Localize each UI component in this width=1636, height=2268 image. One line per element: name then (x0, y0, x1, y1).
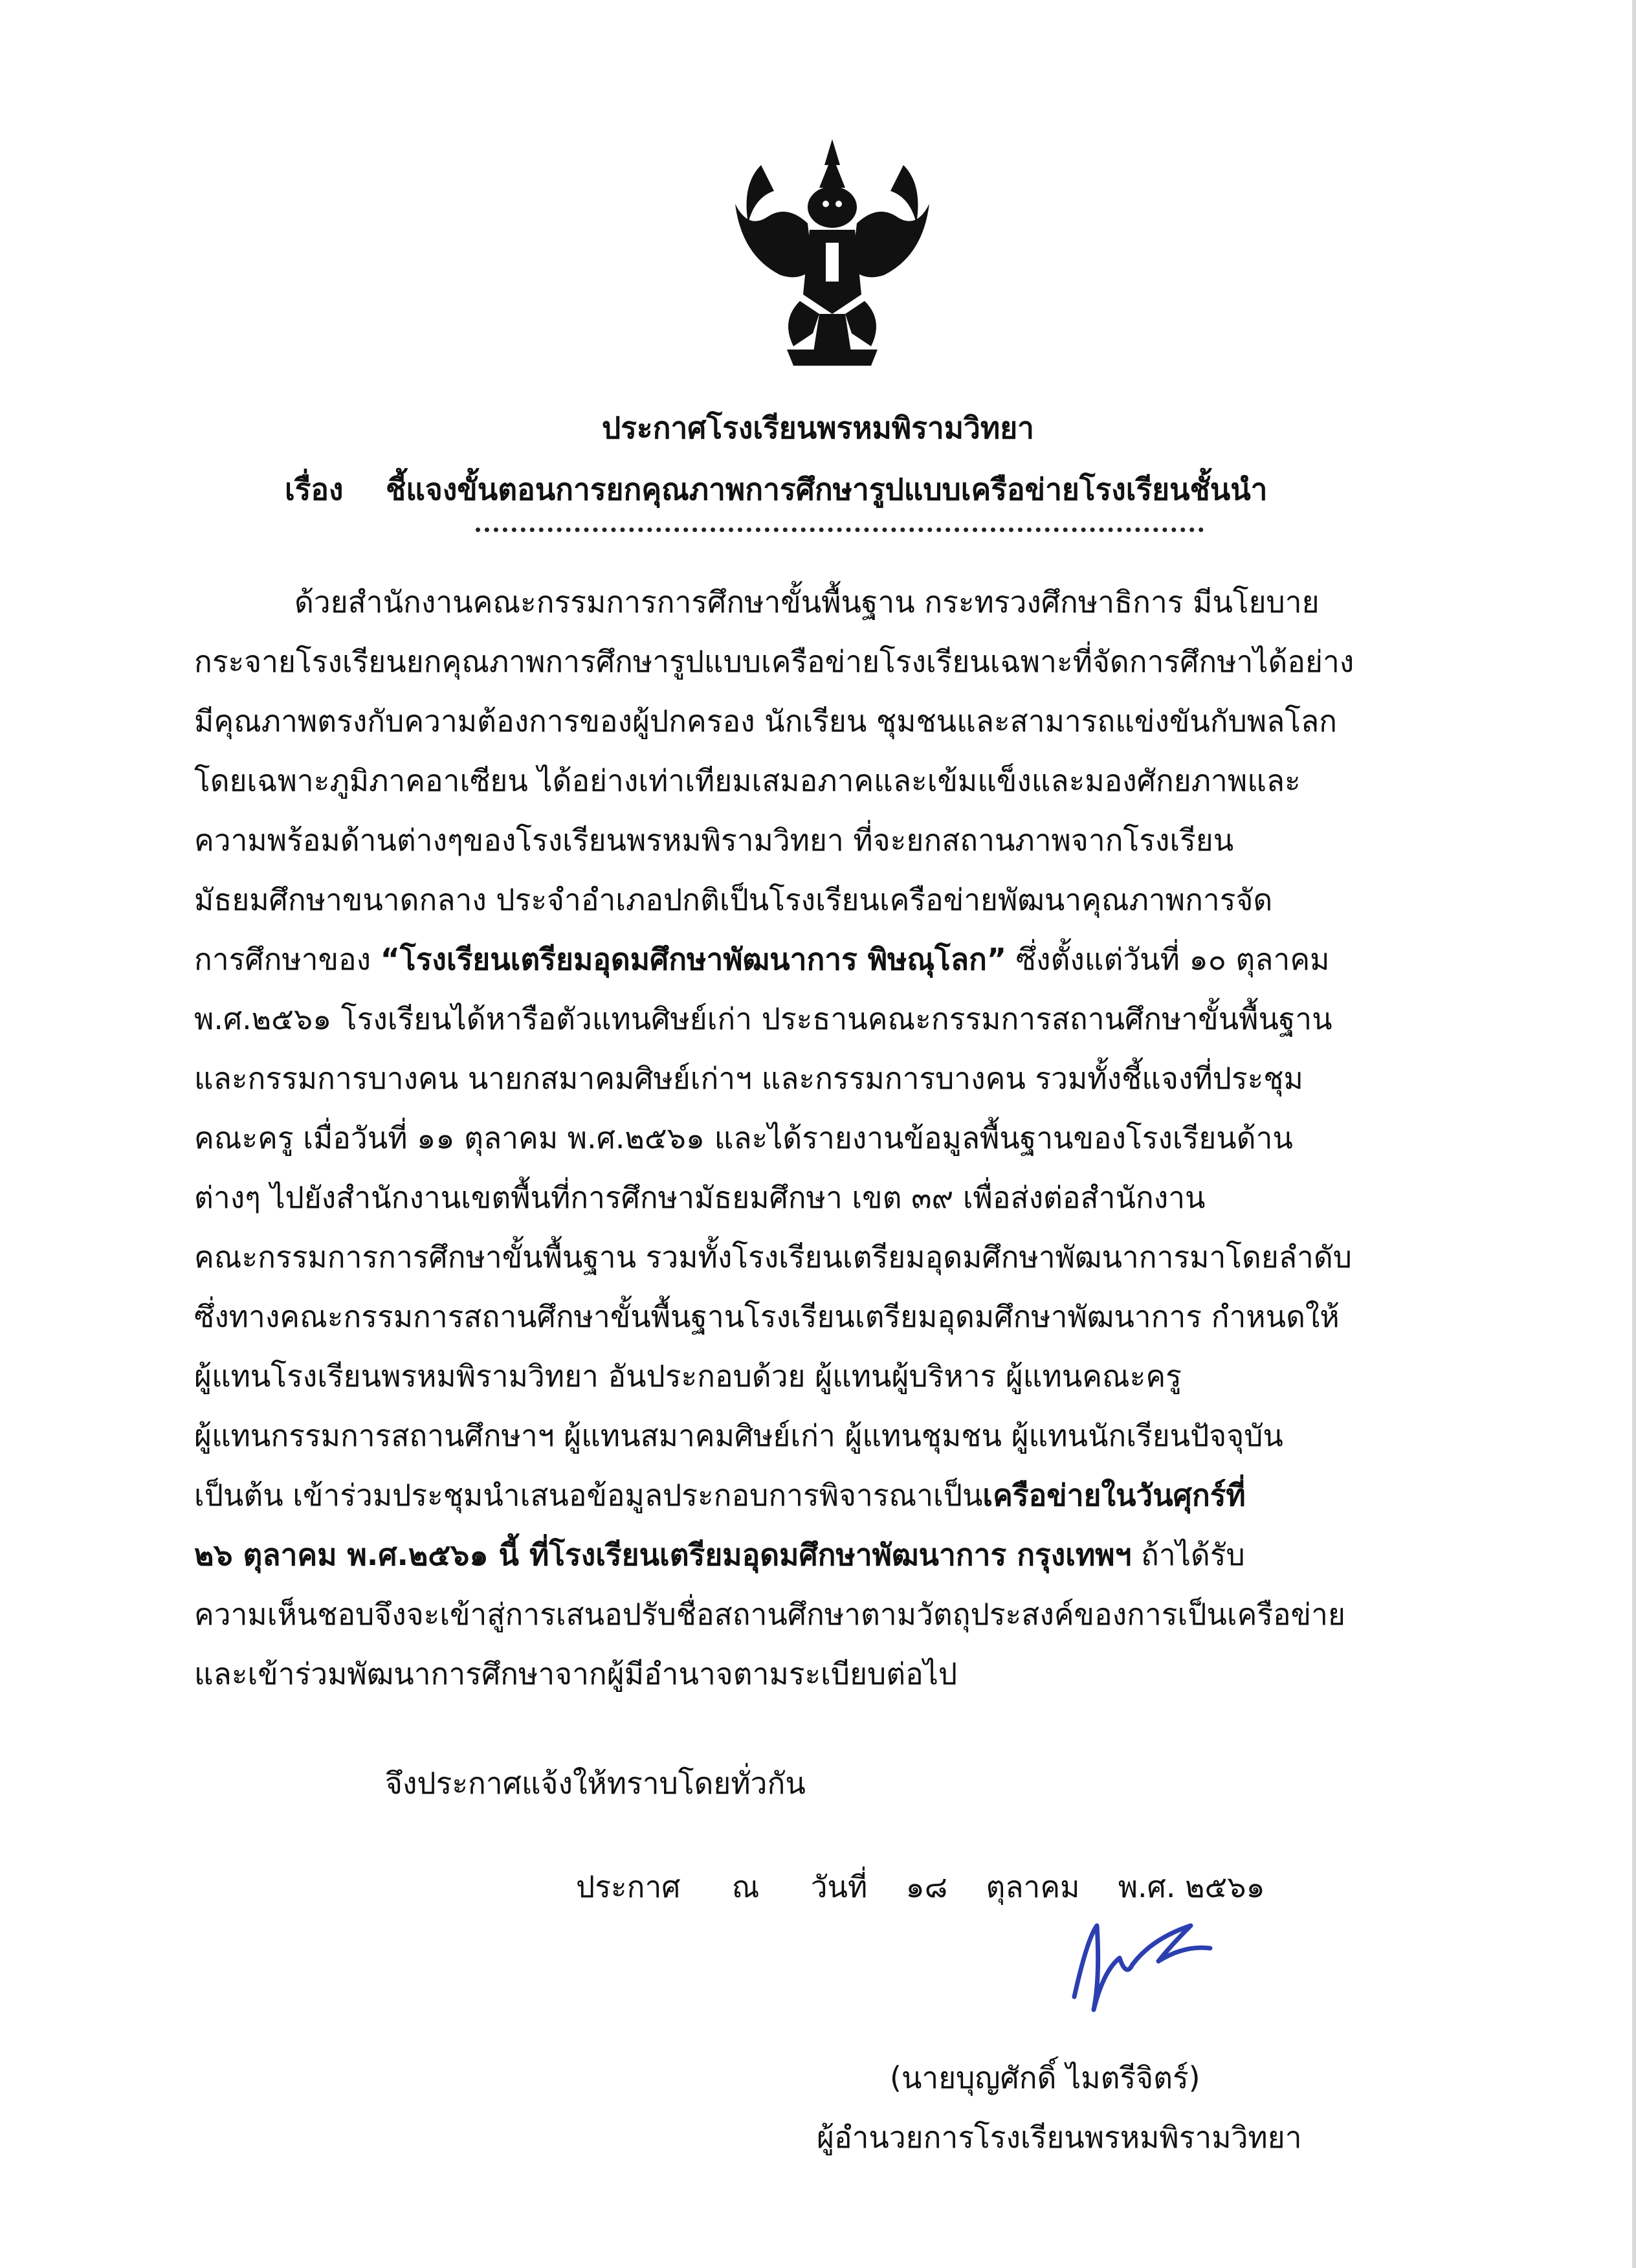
subject-line (285, 466, 1268, 513)
body-line: และเข้าร่วมพัฒนาการศึกษาจากผู้มีอำนาจตามระเบียบต่อไป (194, 1656, 958, 1691)
body-line: โดยเฉพาะภูมิภาคอาเซียน ได้อย่างเท่าเทียมเสมอภาคและเข้มแข็งและมองศักยภาพและ (194, 763, 1301, 798)
body-line: มัธยมศึกษาขนาดกลาง ประจำอำเภอปกติเป็นโรงเรียนเครือข่ายพัฒนาคุณภาพการจัด (194, 882, 1273, 917)
body-line: ผู้แทนกรรมการสถานศึกษาฯ ผู้แทนสมาคมศิษย์เก่า ผู้แทนชุมชน ผู้แทนนักเรียนปัจจุบัน (194, 1418, 1283, 1453)
network-date-bold: เครือข่ายในวันศุกร์ที่ (982, 1478, 1246, 1513)
announce-label: ประกาศ (576, 1869, 681, 1904)
dotted-divider (476, 528, 1204, 532)
signer-position: ผู้อำนวยการโรงเรียนพรหมพิรามวิทยา (817, 2120, 1302, 2155)
at-label: ณ (731, 1869, 760, 1904)
body-line: พ.ศ.๒๕๖๑ โรงเรียนได้หารือตัวแทนศิษย์เก่า ประธานคณะกรรมการสถานศึกษาขั้นพื้นฐาน (194, 1001, 1332, 1036)
body-line: คณะครู เมื่อวันที่ ๑๑ ตุลาคม พ.ศ.๒๕๖๑ และได้รายงานข้อมูลพื้นฐานของโรงเรียนด้าน (194, 1120, 1293, 1155)
body-line: ผู้แทนโรงเรียนพรหมพิรามวิทยา อันประกอบด้วย ผู้แทนผู้บริหาร ผู้แทนคณะครู (194, 1359, 1182, 1394)
month-value: ตุลาคม (986, 1869, 1080, 1904)
body-line: เป็นต้น เข้าร่วมประชุมนำเสนอข้อมูลประกอบการพิจารณาเป็นเครือข่ายในวันศุกร์ที่ (194, 1478, 1246, 1513)
closing-line: จึงประกาศแจ้งให้ทราบโดยทั่วกัน (385, 1766, 806, 1801)
meeting-date-bold: ๒๖ ตุลาคม พ.ศ.๒๕๖๑ นี้ ที่โรงเรียนเตรียมอุดมศึกษาพัฒนาการ กรุงเทพฯ (194, 1537, 1132, 1572)
body-line: ๒๖ ตุลาคม พ.ศ.๒๕๖๑ นี้ ที่โรงเรียนเตรียมอุดมศึกษาพัฒนาการ กรุงเทพฯ ถ้าได้รับ (194, 1537, 1245, 1572)
subject-label: เรื่อง (285, 472, 344, 507)
body-line: กระจายโรงเรียนยกคุณภาพการศึกษารูปแบบเครือข่ายโรงเรียนเฉพาะที่จัดการศึกษาได้อย่าง (194, 644, 1354, 679)
body-line: คณะกรรมการการศึกษาขั้นพื้นฐาน รวมทั้งโรงเรียนเตรียมอุดมศึกษาพัฒนาการมาโดยลำดับ (194, 1240, 1352, 1274)
signature (1061, 1900, 1230, 2029)
signer-name: (นายบุญศักดิ์ ไมตรีจิตร์) (890, 2060, 1200, 2095)
year-value: ๒๕๖๑ (1185, 1869, 1265, 1904)
year-label: พ.ศ. (1118, 1869, 1176, 1904)
body-line: ซึ่งทางคณะกรรมการสถานศึกษาขั้นพื้นฐานโรงเรียนเตรียมอุดมศึกษาพัฒนาการ กำหนดให้ (194, 1299, 1340, 1334)
body-line: ความพร้อมด้านต่างๆของโรงเรียนพรหมพิรามวิทยา ที่จะยกสถานภาพจากโรงเรียน (194, 823, 1234, 858)
subject-text: ชี้แจงขั้นตอนการยกคุณภาพการศึกษารูปแบบเครือข่ายโรงเรียนชั้นนำ (386, 472, 1268, 507)
body-line: การศึกษาของ “โรงเรียนเตรียมอุดมศึกษาพัฒนาการ พิษณุโลก” ซึ่งตั้งแต่วันที่ ๑๐ ตุลาคม (194, 942, 1330, 977)
day-value: ๑๘ (905, 1869, 948, 1904)
date-label: วันที่ (810, 1869, 868, 1904)
announcement-title: ประกาศโรงเรียนพรหมพิรามวิทยา (602, 410, 1034, 445)
body-line: มีคุณภาพตรงกับความต้องการของผู้ปกครอง นักเรียน ชุมชนและสามารถแข่งขันกับพลโลก (194, 704, 1338, 739)
school-name-bold: “โรงเรียนเตรียมอุดมศึกษาพัฒนาการ พิษณุโลก” (380, 942, 1007, 977)
body-line: ความเห็นชอบจึงจะเข้าสู่การเสนอปรับชื่อสถานศึกษาตามวัตถุประสงค์ของการเป็นเครือข่าย (194, 1597, 1345, 1632)
scan-edge (1632, 0, 1636, 2268)
body-line: ต่างๆ ไปยังสำนักงานเขตพื้นที่การศึกษามัธยมศึกษา เขต ๓๙ เพื่อส่งต่อสำนักงาน (194, 1180, 1206, 1215)
body-line: และกรรมการบางคน นายกสมาคมศิษย์เก่าฯ และกรรมการบางคน รวมทั้งชี้แจงที่ประชุม (194, 1061, 1303, 1096)
body-line: ด้วยสำนักงานคณะกรรมการการศึกษาขั้นพื้นฐาน กระทรวงศึกษาธิการ มีนโยบาย (294, 584, 1320, 619)
garuda-emblem (722, 126, 942, 375)
